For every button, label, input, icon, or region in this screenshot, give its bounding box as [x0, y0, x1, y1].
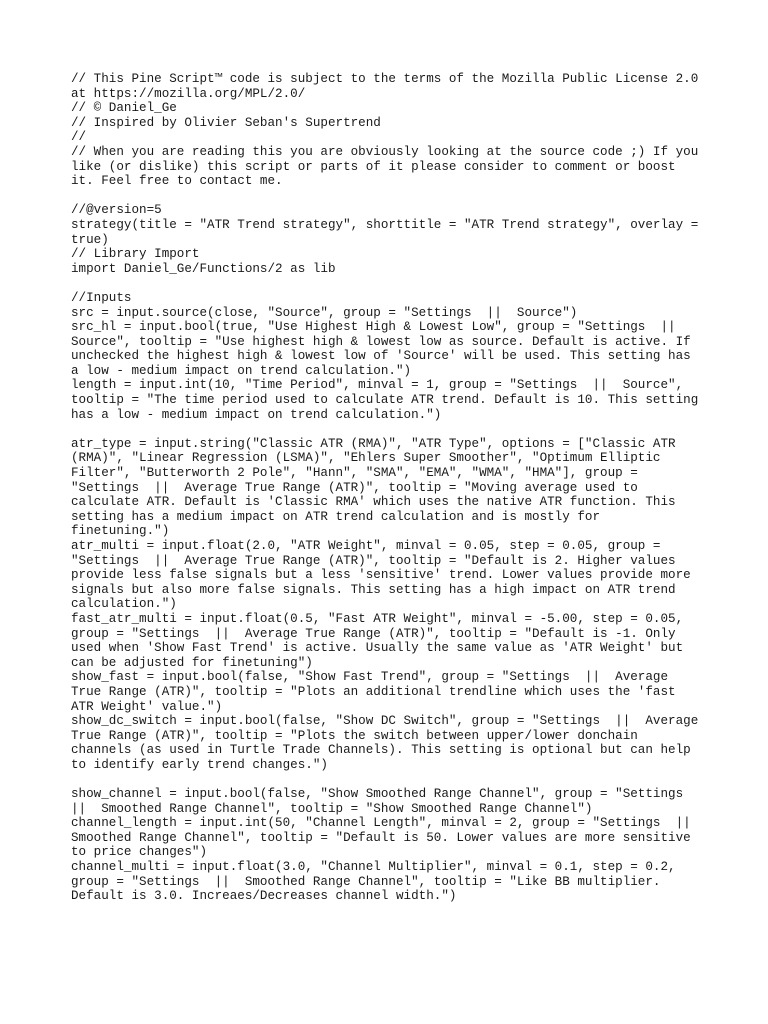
- code-line: show_dc_switch = input.bool(false, "Show DC Switch", group = "Settings || Average: [71, 714, 699, 729]
- blank-line: [71, 422, 711, 437]
- code-line: Default is 3.0. Increaes/Decreases channel width."): [71, 889, 457, 904]
- code-line: calculation."): [71, 597, 177, 612]
- code-line: length = input.int(10, "Time Period", minval = 1, group = "Settings || Source",: [71, 378, 684, 393]
- code-line: fast_atr_multi = input.float(0.5, "Fast ATR Weight", minval = -5.00, step = 0.05,: [71, 611, 684, 626]
- code-line: src = input.source(close, "Source", group = "Settings || Source"): [71, 305, 578, 320]
- blank-line: [71, 189, 711, 204]
- code-line: (RMA)", "Linear Regression (LSMA)", "Ehlers Super Smoother", "Optimum Elliptic: [71, 451, 661, 466]
- code-line: tooltip = "The time period used to calculate ATR trend. Default is 10. This setting: [71, 393, 699, 408]
- code-line: true): [71, 232, 109, 247]
- code-line: //@version=5: [71, 203, 162, 218]
- code-document: [71, 72, 711, 904]
- code-line: it. Feel free to contact me.: [71, 174, 283, 189]
- code-line: can be adjusted for finetuning"): [71, 655, 313, 670]
- code-line: import Daniel_Ge/Functions/2 as lib: [71, 261, 336, 276]
- code-line: provide less false signals but a less 'sensitive' trend. Lower values provide more: [71, 568, 691, 583]
- code-line: Source", tooltip = "Use highest high & lowest low as source. Default is active. If: [71, 334, 691, 349]
- code-line: to price changes"): [71, 845, 208, 860]
- code-line: a low - medium impact on trend calculation."): [71, 363, 412, 378]
- code-line: has a low - medium impact on trend calculation."): [71, 407, 442, 422]
- code-line: src_hl = input.bool(true, "Use Highest High & Lowest Low", group = "Settings ||: [71, 320, 676, 335]
- blank-line: [71, 773, 711, 788]
- code-line: finetuning."): [71, 524, 170, 539]
- code-line: group = "Settings || Smoothed Range Channel", tooltip = "Like BB multiplier.: [71, 874, 661, 889]
- code-line: atr_multi = input.float(2.0, "ATR Weight", minval = 0.05, step = 0.05, group =: [71, 539, 661, 553]
- code-line: group = "Settings || Average True Range (ATR)", tooltip = "Default is -1. Only: [71, 626, 676, 641]
- code-line: channel_length = input.int(50, "Channel Length", minval = 2, group = "Settings ||: [71, 816, 691, 831]
- code-line: // This Pine Script™ code is subject to the terms of the Mozilla Public License 2.0: [71, 72, 699, 86]
- code-line: // When you are reading this you are obviously looking at the source code ;) If you: [71, 144, 699, 159]
- code-line: //: [71, 130, 87, 145]
- code-line: used when 'Show Fast Trend' is active. Usually the same value as 'ATR Weight' but: [71, 641, 684, 656]
- code-line: signals but also more false signals. This setting has a high impact on ATR trend: [71, 582, 676, 597]
- code-line: at https://mozilla.org/MPL/2.0/: [71, 86, 306, 101]
- code-line: setting has a medium impact on ATR trend calculation and is mostly for: [71, 509, 601, 524]
- code-line: "Settings || Average True Range (ATR)", tooltip = "Default is 2. Higher values: [71, 553, 676, 568]
- code-line: //Inputs: [71, 290, 132, 305]
- code-line: channel_multi = input.float(3.0, "Channel Multiplier", minval = 0.1, step = 0.2,: [71, 860, 676, 875]
- code-line: True Range (ATR)", tooltip = "Plots the switch between upper/lower donchain: [71, 728, 638, 743]
- code-line: // © Daniel_Ge: [71, 101, 177, 116]
- code-line: show_fast = input.bool(false, "Show Fast Trend", group = "Settings || Average: [71, 670, 669, 685]
- code-line: calculate ATR. Default is 'Classic RMA' which uses the native ATR function. This: [71, 495, 676, 510]
- code-line: atr_type = input.string("Classic ATR (RMA)", "ATR Type", options = ["Classic ATR: [71, 436, 676, 451]
- code-line: show_channel = input.bool(false, "Show Smoothed Range Channel", group = "Settings: [71, 787, 684, 802]
- code-line: // Library Import: [71, 247, 200, 262]
- code-line: Smoothed Range Channel", tooltip = "Default is 50. Lower values are more sensitive: [71, 830, 691, 845]
- code-line: "Settings || Average True Range (ATR)", tooltip = "Moving average used to: [71, 480, 638, 495]
- code-line: ATR Weight' value."): [71, 699, 223, 714]
- blank-line: [71, 276, 711, 291]
- code-line: strategy(title = "ATR Trend strategy", shorttitle = "ATR Trend strategy", overlay =: [71, 217, 699, 232]
- code-line: channels (as used in Turtle Trade Channels). This setting is optional but can help: [71, 743, 691, 758]
- code-line: True Range (ATR)", tooltip = "Plots an additional trendline which uses the 'fast: [71, 684, 676, 699]
- code-line: // Inspired by Olivier Seban's Supertrend: [71, 115, 381, 130]
- code-line: unchecked the highest high & lowest low of 'Source' will be used. This setting has: [71, 349, 691, 364]
- code-line: || Smoothed Range Channel", tooltip = "Show Smoothed Range Channel"): [71, 801, 593, 816]
- code-line: to identify early trend changes."): [71, 757, 328, 772]
- code-line: Filter", "Butterworth 2 Pole", "Hann", "SMA", "EMA", "WMA", "HMA"], group =: [71, 466, 638, 481]
- code-line: like (or dislike) this script or parts of it please consider to comment or boost: [71, 159, 676, 174]
